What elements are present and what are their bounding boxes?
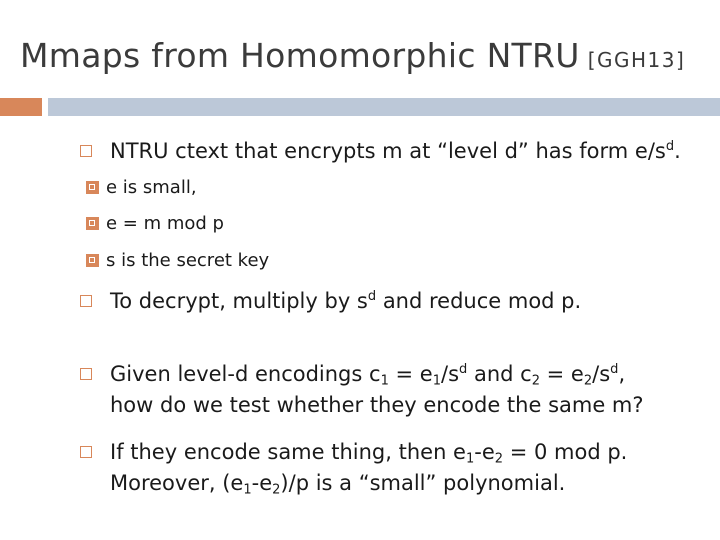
bullet-text-continuation: how do we test whether they encode the same m?	[110, 393, 644, 417]
filled-square-bullet-icon	[86, 217, 99, 230]
title-text: Mmaps from Homomorphic NTRU	[20, 36, 580, 75]
hollow-square-bullet-icon	[80, 295, 92, 307]
slide-title	[20, 36, 685, 75]
bullet-text: If they encode same thing, then $e_1-e_2 = 0$ mod p.	[110, 440, 628, 467]
title-citation: [GGH13]	[587, 48, 686, 72]
bullet-text: Given level-d encodings $c_1 = e_1/s^d$ and $c_2 = e_2/s^d$,	[110, 361, 626, 389]
bullet-text: To decrypt, multiply by $s^d$ and reduce mod p.	[110, 288, 582, 313]
bullet-text: NTRU ctext that encrypts m at “level d” has form $e/s^d$.	[110, 138, 681, 163]
hollow-square-bullet-icon	[80, 368, 92, 380]
bullet-text-continuation: Moreover, $(e_1-e_2)/p$ is a “small” polynomial.	[110, 471, 566, 498]
filled-square-bullet-icon	[86, 181, 99, 194]
hollow-square-bullet-icon	[80, 145, 92, 157]
filled-square-bullet-icon	[86, 254, 99, 267]
hollow-square-bullet-icon	[80, 446, 92, 458]
title-rule-accent	[0, 98, 42, 116]
title-rule-bar	[48, 98, 720, 116]
